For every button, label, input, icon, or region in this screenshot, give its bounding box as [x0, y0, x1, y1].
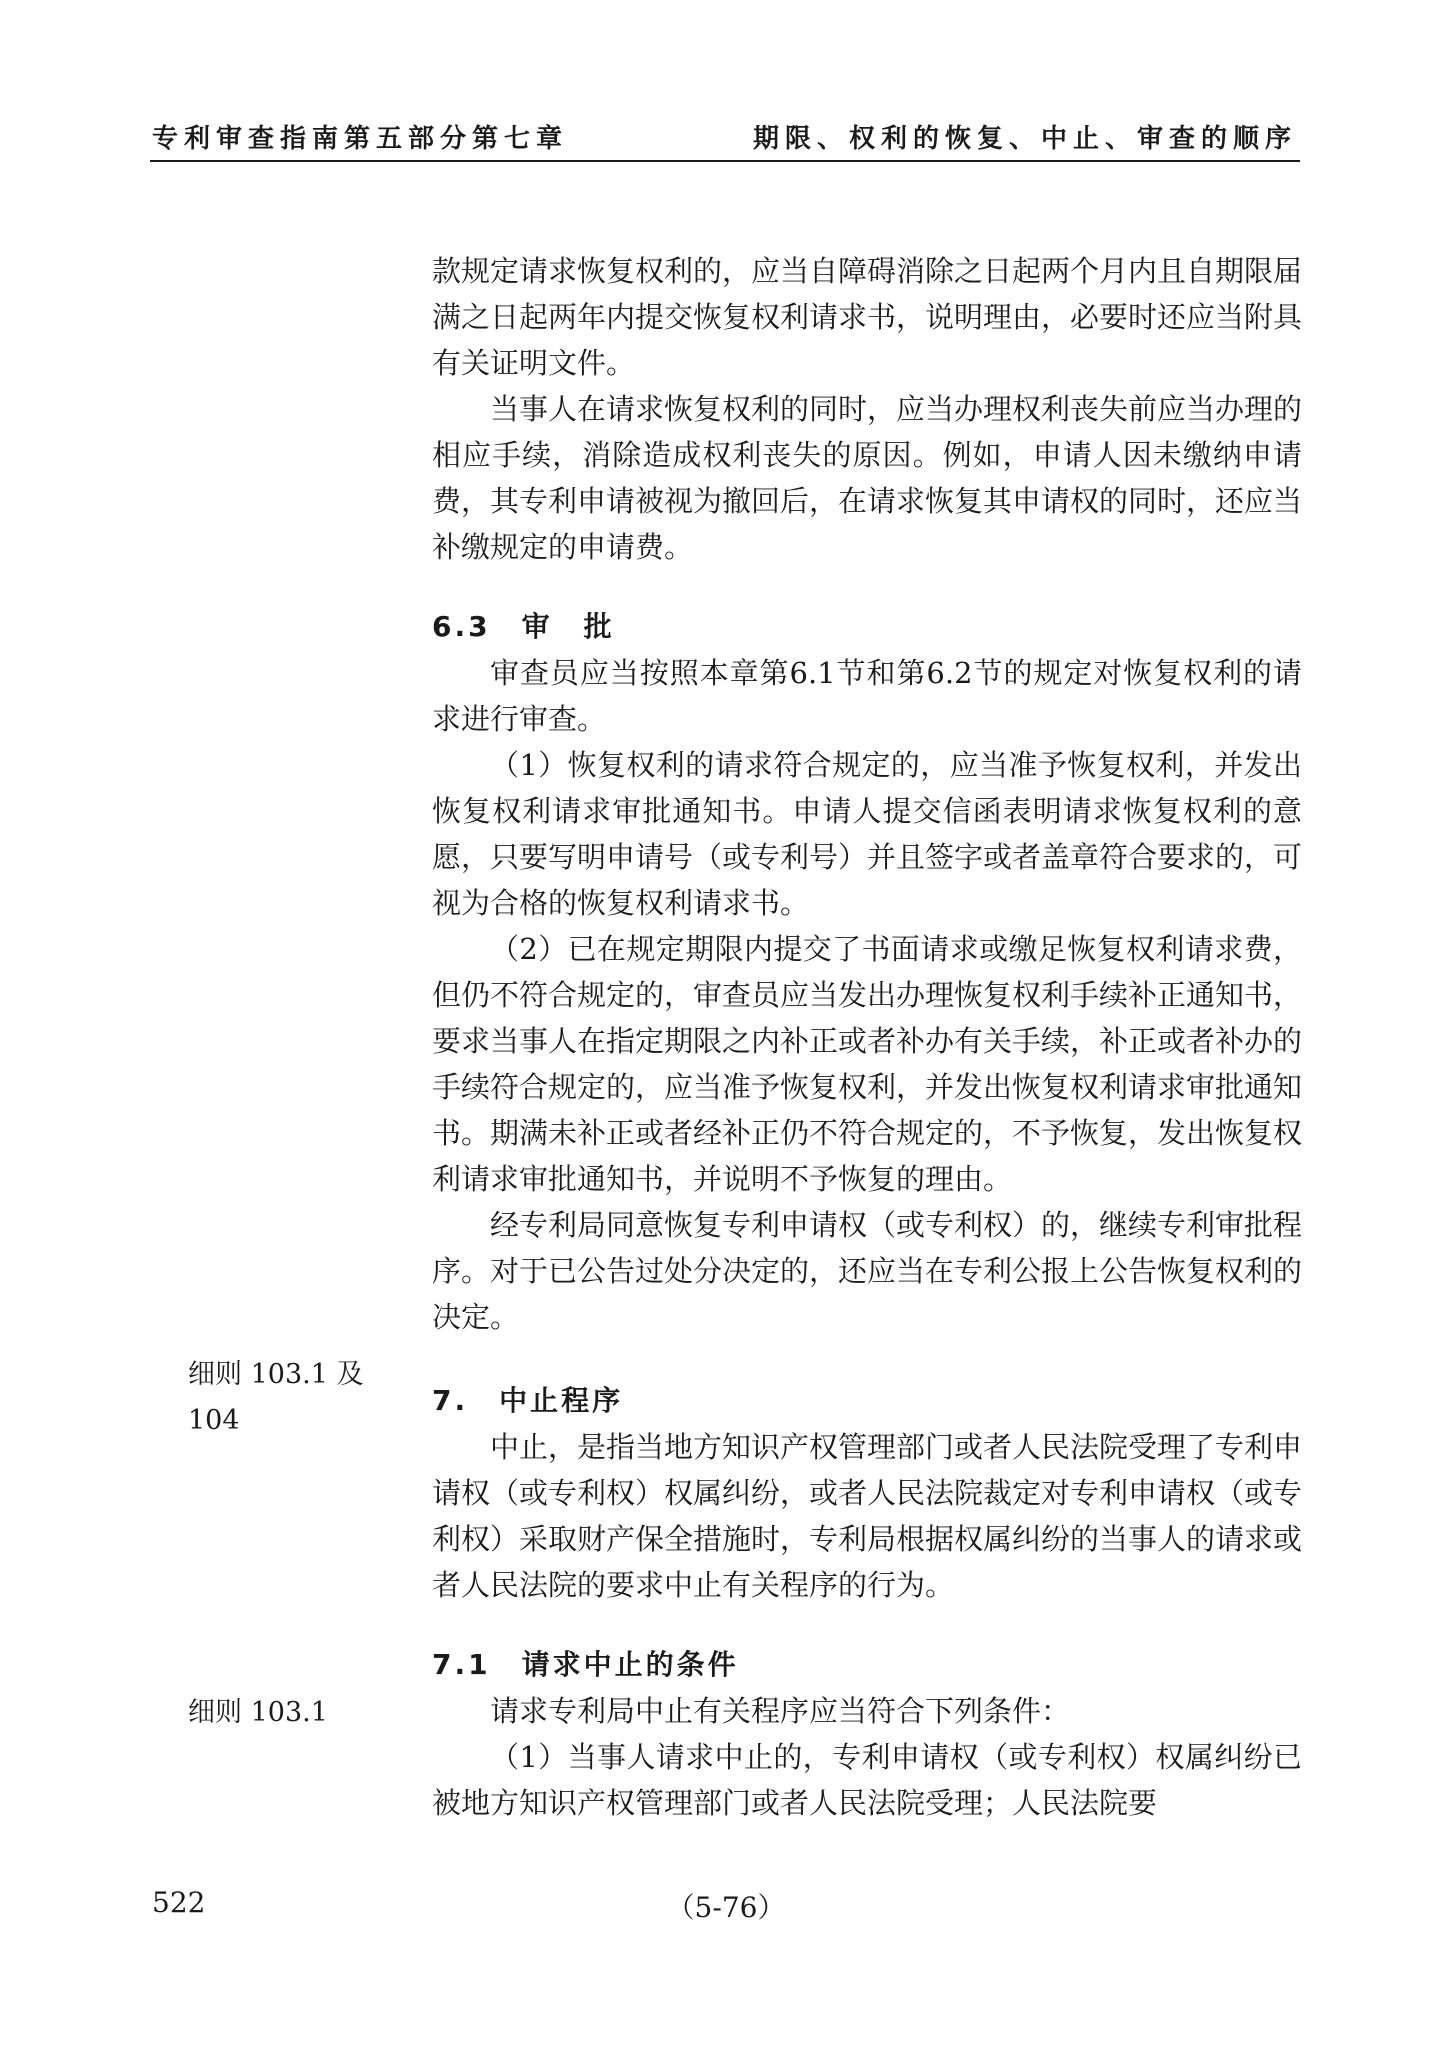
paragraph: 当事人在请求恢复权利的同时，应当办理权利丧失前应当办理的相应手续，消除造成权利丧失的原因。例如，申请人因未缴纳申请费，其专利申请被视为撤回后，在请求恢复其申请权的同时，还应当补缴规定的申请费。	[432, 392, 1303, 564]
paragraph: 经专利局同意恢复专利申请权（或专利权）的，继续专利审批程序。对于已公告过处分决定的，还应当在专利公报上公告恢复权利的决定。	[432, 1208, 1303, 1334]
page-number: 522	[152, 1886, 206, 1919]
margin-note-rule-reference: 细则 103.1	[188, 1697, 328, 1728]
section-heading-6-3: 6.3 审 批	[432, 610, 615, 643]
paragraph: （1）恢复权利的请求符合规定的，应当准予恢复权利，并发出恢复权利请求审批通知书。申请人提交信函表明请求恢复权利的意愿，只要写明申请号（或专利号）并且签字或者盖章符合要求的，可视为合格的恢复权利请求书。	[432, 748, 1303, 920]
section-heading-7-1: 7.1 请求中止的条件	[432, 1648, 739, 1681]
paragraph: 审查员应当按照本章第6.1节和第6.2节的规定对恢复权利的请求进行审查。	[432, 656, 1302, 736]
running-header-right: 期限、权利的恢复、中止、审查的顺序	[752, 124, 1297, 154]
paragraph: 请求专利局中止有关程序应当符合下列条件：	[490, 1694, 1071, 1728]
margin-note-rule-reference: 细则 103.1 及 104	[188, 1359, 364, 1436]
running-header-left: 专利审查指南第五部分第七章	[152, 124, 569, 154]
paragraph: （2）已在规定期限内提交了书面请求或缴足恢复权利请求费，但仍不符合规定的，审查员应当发出办理恢复权利手续补正通知书，要求当事人在指定期限之内补正或者补办有关手续，补正或者补办的手续符合规定的，应当准予恢复权利，并发出恢复权利请求审批通知书。期满未补正或者经补正仍不符合规定的，不予恢复，发出恢复权利请求审批通知书，并说明不予恢复的理由。	[432, 932, 1303, 1196]
paragraph: （1）当事人请求中止的，专利申请权（或专利权）权属纠纷已被地方知识产权管理部门或者人民法院受理；人民法院要	[432, 1740, 1302, 1820]
paragraph: 款规定请求恢复权利的，应当自障碍消除之日起两个月内且自期限届满之日起两年内提交恢复权利请求书，说明理由，必要时还应当附具有关证明文件。	[432, 254, 1303, 380]
page-code: （5-76）	[666, 1891, 786, 1924]
main-text	[432, 248, 1302, 1826]
header-rule	[150, 160, 1300, 162]
section-heading-7: 7. 中止程序	[432, 1384, 624, 1417]
paragraph: 中止，是指当地方知识产权管理部门或者人民法院受理了专利申请权（或专利权）权属纠纷，或者人民法院裁定对专利申请权（或专利权）采取财产保全措施时，专利局根据权属纠纷的当事人的请求或者人民法院的要求中止有关程序的行为。	[432, 1430, 1303, 1602]
